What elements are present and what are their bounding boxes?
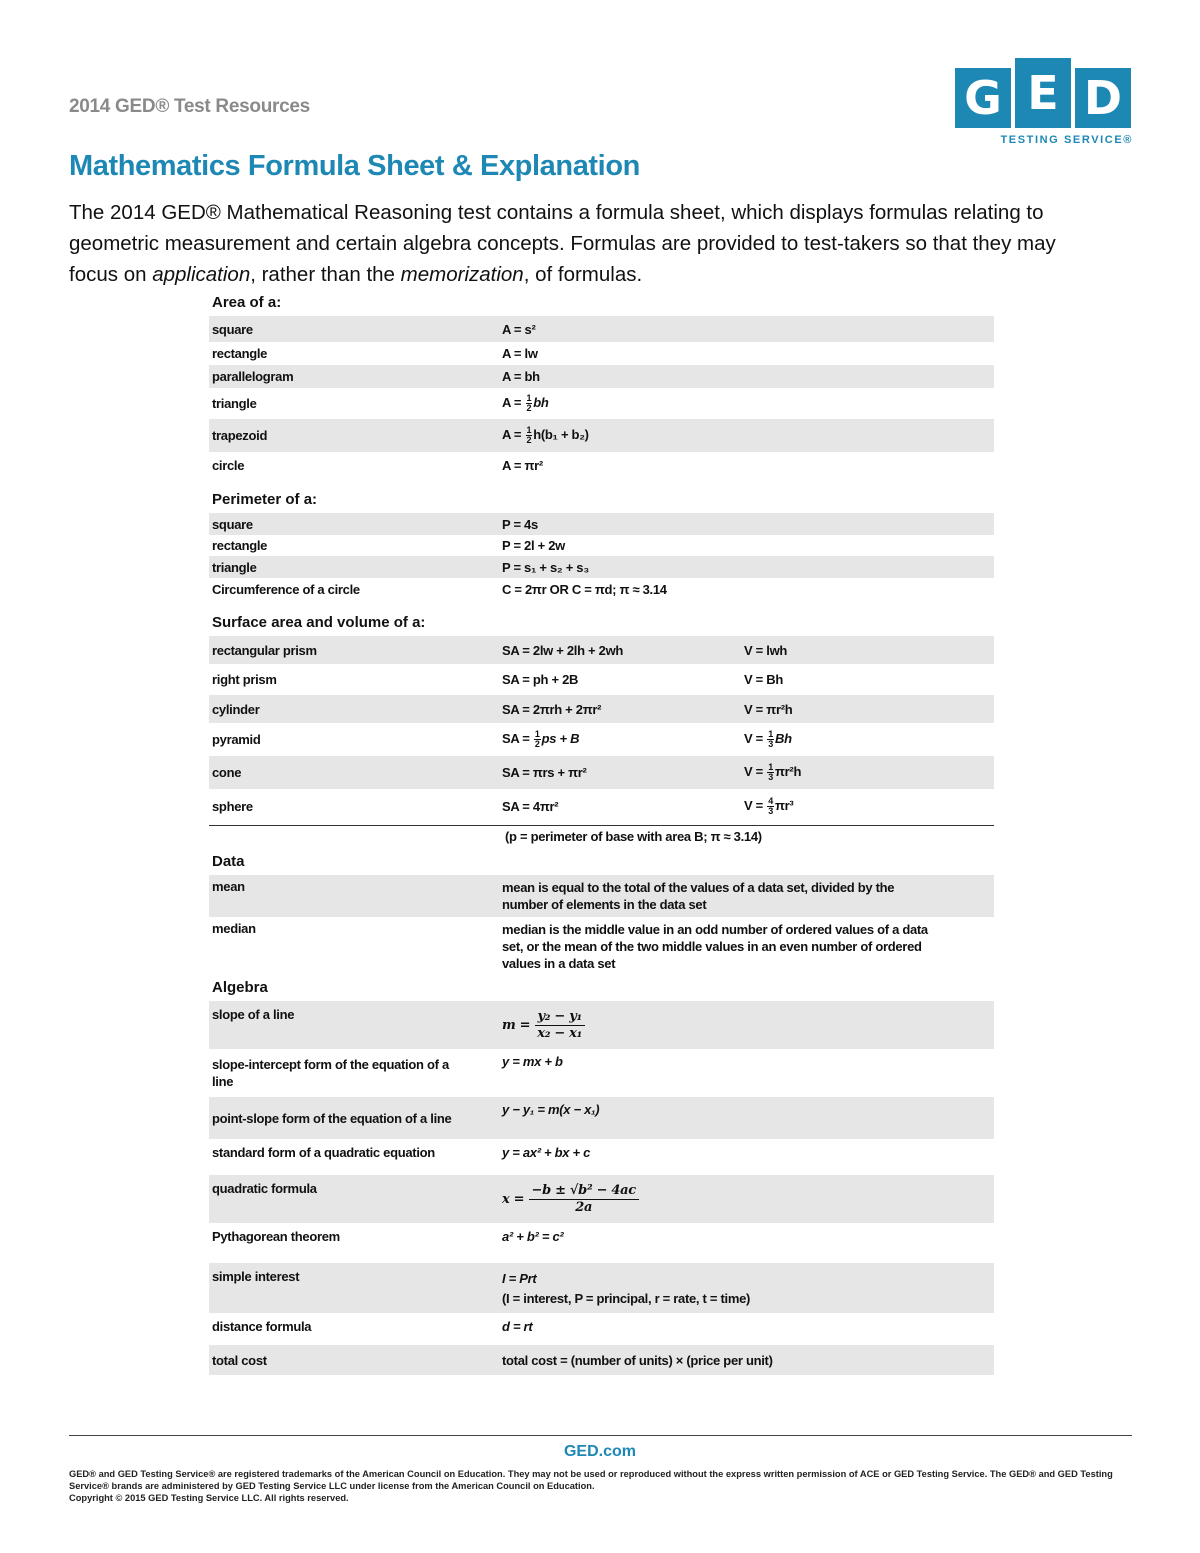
formula-row: slope-intercept form of the equation of a line y = mx + b [212, 1054, 563, 1089]
ged-logo [955, 68, 1133, 146]
formula-row: circle A = πr² [212, 458, 543, 473]
formula-row: point-slope form of the equation of a line y − y₁ = m(x − x₁) [209, 1097, 994, 1139]
logo-letter-e: E [1015, 58, 1071, 128]
logo-letter-g: G [955, 68, 1011, 128]
formula-sheet [209, 290, 994, 1375]
section-title-data: Data [212, 853, 245, 870]
formula-row: slope of a line m = $\frac{\text{y₂ − y₁}}{\text{x₂ − x₁}}$ [209, 1001, 994, 1049]
formula-row: Circumference of a circle C = 2πr OR C = πd; π ≈ 3.14 [212, 581, 667, 597]
formula-row: Pythagorean theorem a² + b² = c² [212, 1229, 564, 1244]
formula-row: distance formula d = rt [212, 1319, 533, 1334]
formula-row: cylinder SA = 2πrh + 2πr² V = πr²h [209, 695, 994, 723]
section-title-perimeter: Perimeter of a: [212, 491, 318, 508]
formula-row: mean mean is equal to the total of the values of a data set, divided by the number of elements in the data set [209, 875, 994, 917]
formula-row: median median is the middle value in an odd number of ordered values of a data set, or the mean of the two middle values in an even number of ordered values in a data set [212, 921, 928, 971]
formula-row: pyramid SA = $\frac{1}{2}$ ps + B V = $\frac{1}{3}$ Bh [212, 729, 792, 749]
section-title-algebra: Algebra [212, 979, 268, 996]
section-title-area: Area of a: [212, 294, 282, 311]
formula-row: right prism SA = ph + 2B V = Bh [212, 672, 784, 687]
formula-row: square A = s² [209, 316, 994, 342]
formula-row: total cost total cost = (number of units) × (price per unit) [209, 1345, 994, 1375]
formula-row: standard form of a quadratic equation y = ax² + bx + c [212, 1145, 591, 1160]
formula-row: cone SA = πrs + πr² V = $\frac{1}{3}$ πr²h [209, 756, 994, 789]
formula-row: quadratic formula x = $\frac{\text{−b ± √b² − 4ac}}{2a}$ [209, 1175, 994, 1223]
section-title-surface-volume: Surface area and volume of a: [212, 614, 426, 631]
formula-row: triangle P = s₁ + s₂ + s₃ [209, 556, 994, 578]
kicker: 2014 GED® Test Resources [69, 96, 310, 117]
surface-note: (p = perimeter of base with area B; π ≈ 3.14) [209, 825, 994, 847]
formula-row: trapezoid A = $\frac{1}{2}$ h(b₁ + b₂) [209, 419, 994, 452]
formula-row: sphere SA = 4πr² V = $\frac{4}{3}$ πr³ [212, 795, 794, 816]
formula-row: simple interest I = Prt (I = interest, P = principal, r = rate, t = time) [209, 1263, 994, 1313]
footer-divider [69, 1435, 1132, 1436]
formula-row: parallelogram A = bh [209, 365, 994, 388]
formula-row: rectangular prism SA = 2lw + 2lh + 2wh V = lwh [209, 636, 994, 664]
formula-row: square P = 4s [209, 513, 994, 535]
footer-link[interactable]: GED.com [563, 1443, 636, 1460]
formula-row: rectangle A = lw [212, 346, 538, 361]
logo-tagline: TESTING SERVICE® [1000, 134, 1133, 146]
formula-row: triangle A = $\frac{1}{2}$ bh [212, 393, 549, 413]
legal-text: GED® and GED Testing Service® are registered trademarks of the American Council on Education. They may not be used or reproduced without the express written permission of ACE or GED Testing Service. The GED® and GED Testing Service® brands are administered by GED Testing Service LLC under license from the American Council on Education. Copyright © 2015 GED Testing Service LLC. All rights reserved. [69, 1469, 1113, 1503]
page-title: Mathematics Formula Sheet & Explanation [69, 150, 640, 182]
formula-row: rectangle P = 2l + 2w [212, 538, 565, 553]
intro-paragraph: The 2014 GED® Mathematical Reasoning test contains a formula sheet, which displays formulas relating to geometric measurement and certain algebra concepts. Formulas are provided to test-takers so that they may focus on application, rather than the memorization, of formulas. [69, 201, 1056, 286]
logo-letter-d: D [1075, 68, 1131, 128]
